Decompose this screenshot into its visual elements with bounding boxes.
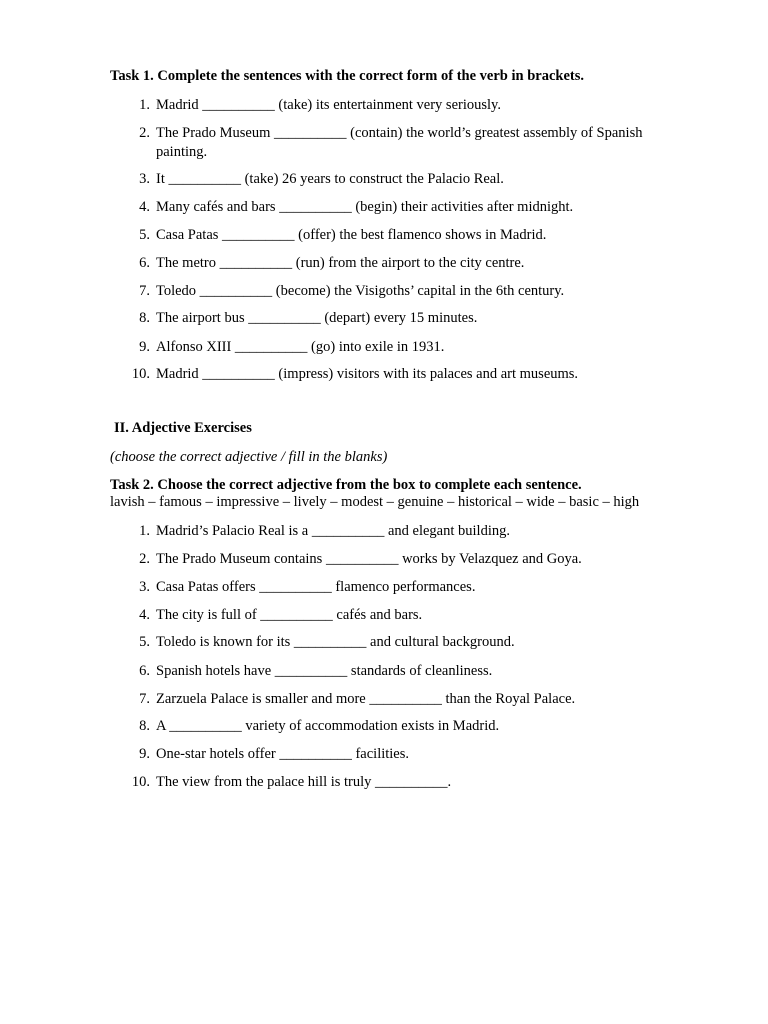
item-sentence: Toledo is known for its __________ and cultural background. [156,634,515,650]
item-number: 4. [139,607,150,623]
item-sentence: Casa Patas __________ (offer) the best flamenco shows in Madrid. [156,227,547,243]
item-sentence: Madrid’s Palacio Real is a __________ and elegant building. [156,523,510,539]
item-number: 6. [139,255,150,271]
section-heading: II. Adjective Exercises [114,420,252,436]
item-number: 2. [139,551,150,567]
item-sentence: Alfonso XIII __________ (go) into exile in 1931. [156,339,445,355]
item-number: 5. [139,634,150,650]
item-number: 9. [139,339,150,355]
item-sentence: The metro __________ (run) from the airport to the city centre. [156,255,525,271]
item-number: 3. [139,171,150,187]
item-sentence: The view from the palace hill is truly __________. [156,774,452,790]
item-sentence: Many cafés and bars __________ (begin) their activities after midnight. [156,199,574,215]
item-sentence: Casa Patas offers __________ flamenco performances. [156,579,476,595]
item-number: 1. [139,97,150,113]
item-number: 2. [139,125,150,141]
section-subtitle: (choose the correct adjective / fill in the blanks) [110,449,388,465]
word-box: lavish – famous – impressive – lively – modest – genuine – historical – wide – basic – high [110,494,640,510]
item-number: 9. [139,746,150,762]
item-number: 4. [139,199,150,215]
item-number: 7. [139,283,150,299]
item-number: 7. [139,691,150,707]
item-number: 10. [131,366,150,382]
item-sentence: Madrid __________ (impress) visitors with its palaces and art museums. [156,366,579,382]
item-number: 3. [139,579,150,595]
item-sentence: The airport bus __________ (depart) every 15 minutes. [156,310,478,326]
item-sentence: One-star hotels offer __________ facilities. [156,746,410,762]
item-sentence: Toledo __________ (become) the Visigoths’ capital in the 6th century. [156,283,565,299]
item-sentence: The Prado Museum contains __________ works by Velazquez and Goya. [156,551,582,567]
item-sentence: The city is full of __________ cafés and bars. [156,607,423,623]
item-number: 1. [139,523,150,539]
task1-heading: Task 1. Complete the sentences with the correct form of the verb in brackets. [110,68,584,84]
item-sentence: It __________ (take) 26 years to construct the Palacio Real. [156,171,504,187]
item-sentence: A __________ variety of accommodation exists in Madrid. [156,718,500,734]
item-number: 10. [131,774,150,790]
item-number: 8. [139,310,150,326]
item-sentence: The Prado Museum __________ (contain) the world’s greatest assembly of Spanish painting. [156,125,643,160]
item-sentence: Madrid __________ (take) its entertainment very seriously. [156,97,501,113]
item-number: 8. [139,718,150,734]
item-number: 6. [139,663,150,679]
task2-heading: Task 2. Choose the correct adjective from the box to complete each sentence. [110,477,582,493]
item-sentence: Spanish hotels have __________ standards of cleanliness. [156,663,493,679]
item-number: 5. [139,227,150,243]
item-sentence: Zarzuela Palace is smaller and more __________ than the Royal Palace. [156,691,576,707]
